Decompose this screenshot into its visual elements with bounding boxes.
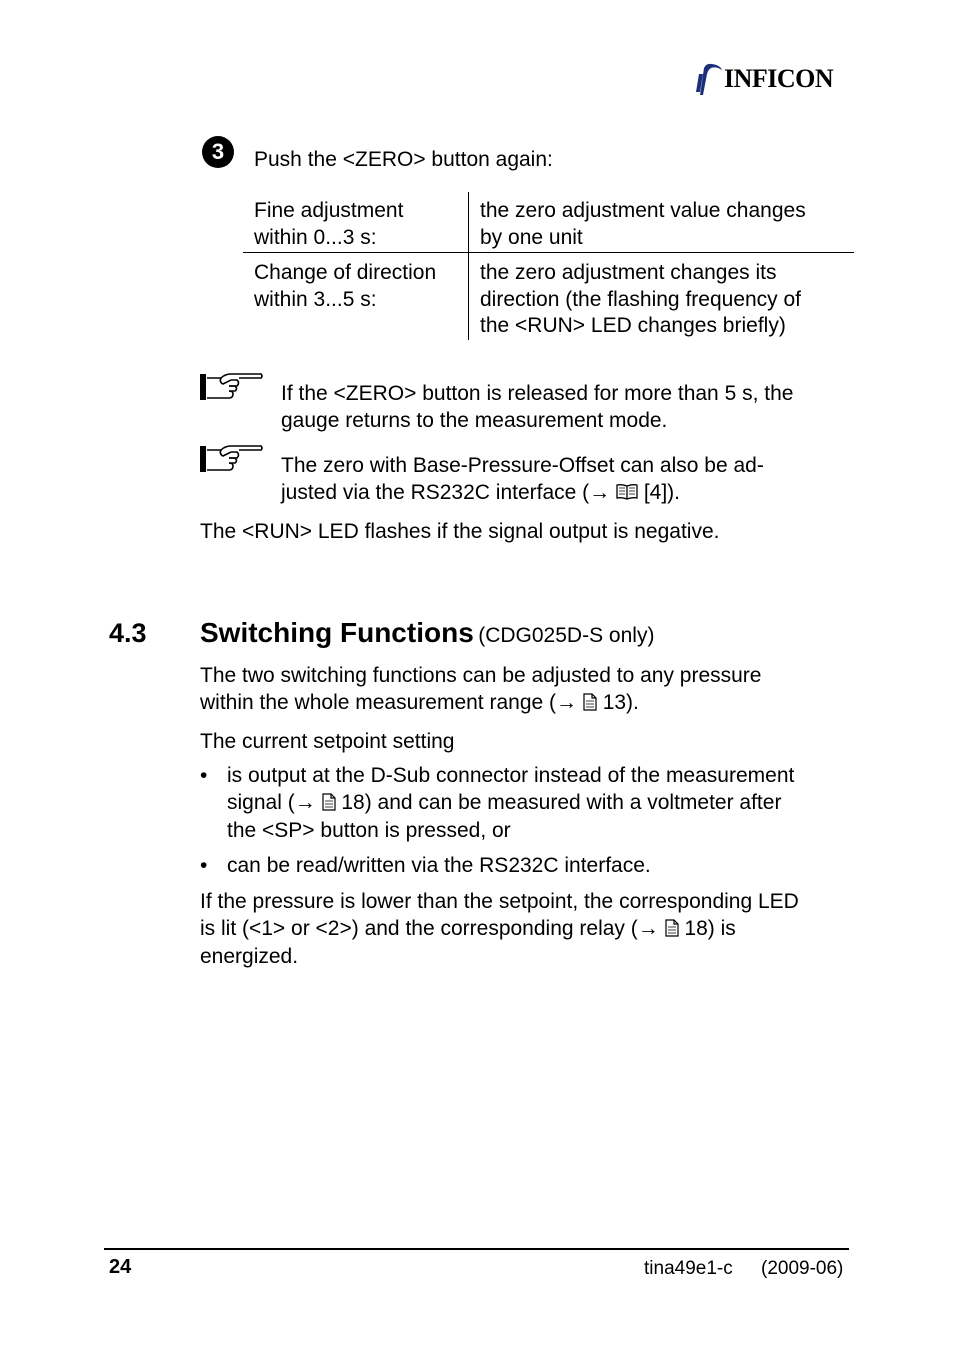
cell-line: within 3...5 s: [254, 287, 377, 311]
section-subtitle: (CDG025D-S only) [478, 624, 655, 647]
text-span: [4]). [638, 480, 681, 504]
list-item [200, 763, 850, 845]
paragraph-line: If the pressure is lower than the setpoint, the corresponding LED [200, 890, 799, 913]
text-span: within the whole measurement range (→ [200, 690, 583, 714]
bullet: • [200, 853, 208, 877]
note-text [281, 453, 841, 508]
list-line [227, 790, 850, 819]
page-icon [322, 792, 336, 819]
cell-line: direction (the flashing frequency of [480, 287, 802, 311]
table-cell-condition [243, 253, 469, 340]
paragraph-line: The two switching functions can be adjusted to any pressure [200, 664, 762, 687]
section-title: Switching Functions [200, 617, 474, 648]
bullet: • [200, 764, 208, 787]
document-date: (2009-06) [761, 1258, 844, 1279]
section-number: 4.3 [109, 618, 147, 648]
zero-adjust-table [243, 192, 854, 340]
page-icon [665, 918, 679, 945]
book-icon [616, 482, 638, 509]
note-text [281, 381, 841, 434]
table-row [243, 192, 854, 253]
text-span: 13). [596, 690, 639, 714]
paragraph-line [200, 916, 850, 945]
paragraph [200, 663, 850, 718]
paragraph-line: energized. [200, 945, 299, 968]
footer-divider [104, 1248, 849, 1250]
paragraph [200, 889, 850, 971]
inficon-logo [694, 62, 846, 96]
cell-line: the zero adjustment changes its [480, 261, 777, 284]
list-line: the <SP> button is pressed, or [227, 819, 511, 842]
table-cell-condition [243, 192, 469, 252]
step-number-badge: 3 [202, 136, 234, 168]
step-instruction: Push the <ZERO> button again: [254, 148, 553, 171]
logo-wordmark: INFICON [724, 64, 834, 93]
cell-line: the <RUN> LED changes briefly) [480, 314, 786, 337]
table-row [243, 253, 854, 340]
run-led-statement: The <RUN> LED flashes if the signal output is negative. [200, 520, 720, 543]
cell-line: within 0...3 s: [254, 225, 377, 249]
list-item [200, 853, 850, 880]
cell-line: the zero adjustment value changes [480, 199, 806, 222]
text-span: 18) is [678, 916, 736, 940]
text-span: signal (→ [227, 790, 322, 814]
text-span: is lit (<1> or <2>) and the corresponding relay (→ [200, 916, 665, 940]
text-span: justed via the RS232C interface (→ [281, 480, 616, 504]
bullet-list [200, 763, 850, 887]
page-number: 24 [109, 1256, 132, 1278]
document-id: tina49e1-c [644, 1258, 733, 1279]
list-line: can be read/written via the RS232C interface. [227, 853, 651, 877]
pointing-hand-icon [199, 372, 263, 402]
paragraph: The current setpoint setting [200, 730, 455, 753]
note-line: The zero with Base-Pressure-Offset can also be ad- [281, 454, 764, 477]
note-line: If the <ZERO> button is released for more than 5 s, the [281, 382, 794, 405]
cell-line: by one unit [480, 225, 583, 249]
cell-line: Fine adjustment [254, 199, 404, 222]
note-line: gauge returns to the measurement mode. [281, 408, 668, 432]
inficon-swoosh-icon [694, 62, 724, 96]
text-span: 18) and can be measured with a voltmeter after [335, 790, 782, 814]
section-heading [200, 617, 654, 654]
list-line: is output at the D-Sub connector instead of the measurement [227, 764, 795, 787]
note-line [281, 480, 841, 509]
page-icon [583, 692, 597, 719]
paragraph-line [200, 690, 850, 719]
pointing-hand-icon [199, 444, 263, 474]
cell-line: Change of direction [254, 261, 437, 284]
table-cell-effect [469, 253, 854, 340]
table-cell-effect [469, 192, 854, 252]
